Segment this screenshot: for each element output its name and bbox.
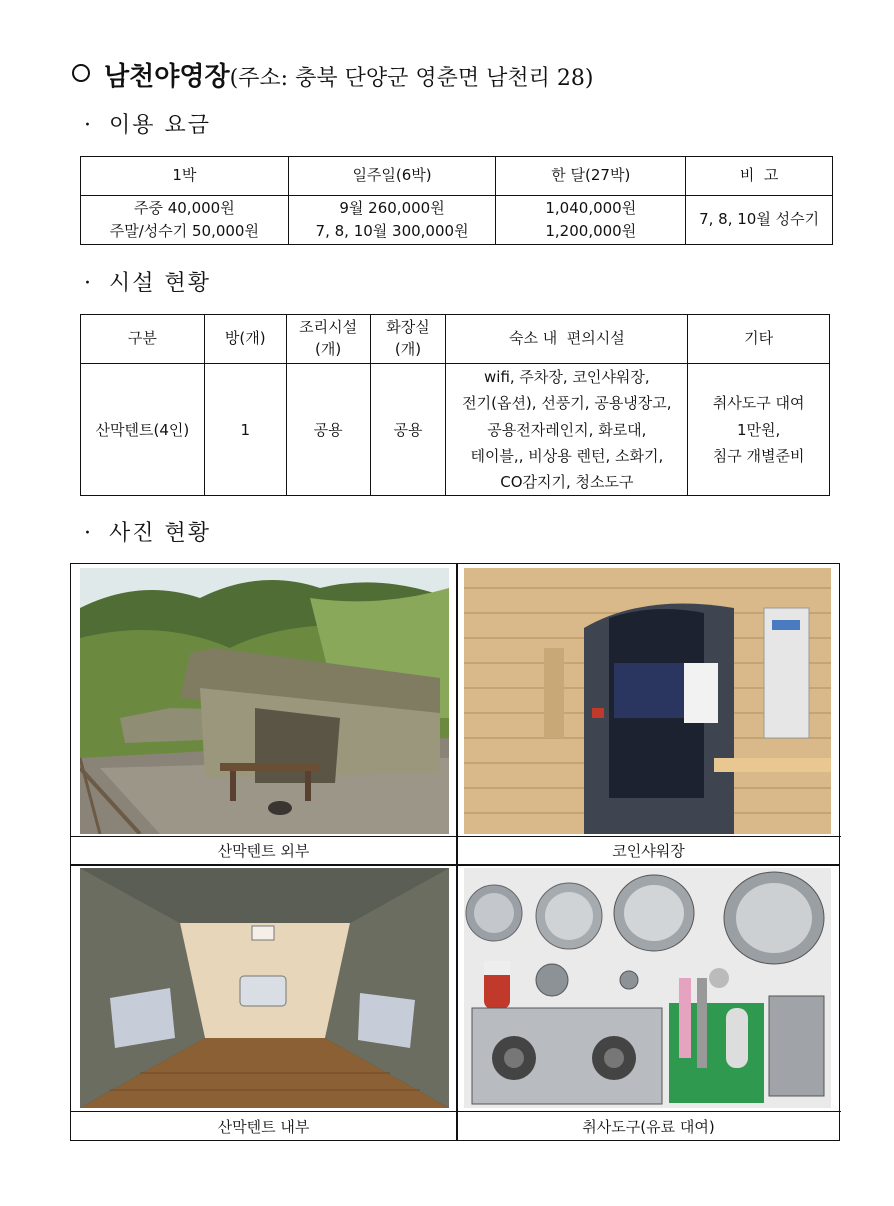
facility-header-cell: 조리시설(개) (286, 315, 370, 364)
facility-etc (688, 364, 830, 496)
section-fees-heading: · 이용 요금 (84, 113, 212, 138)
facility-header-cell: 방(개) (204, 315, 286, 364)
facility-row (81, 364, 830, 496)
fee-header-cell: 1박 (81, 157, 289, 196)
fee-row (81, 196, 833, 245)
campsite-address: (주소: 충북 단양군 영춘면 남천리 28) (229, 66, 594, 91)
section-facilities-heading: · 시설 현황 (84, 271, 212, 296)
campsite-name: 남천야영장 (104, 62, 230, 92)
fee-table (80, 156, 833, 245)
photo-caption: 산막텐트 외부 (71, 836, 456, 865)
amenity-line: 전기(옵션), 선풍기, 공용냉장고, (462, 394, 672, 413)
facility-rooms: 1 (204, 364, 286, 496)
amenity-line: 공용전자레인지, 화로대, (487, 420, 647, 439)
facility-header-cell: 구분 (81, 315, 205, 364)
circle-bullet-icon (72, 64, 90, 82)
facility-kitchen: 공용 (286, 364, 370, 496)
photo-caption: 취사도구(유료 대여) (456, 1111, 841, 1143)
fee-cell-month (496, 196, 686, 245)
tent-interior-photo (80, 868, 449, 1108)
fee-header-cell: 일주일(6박) (288, 157, 496, 196)
etc-line: 침구 개별준비 (712, 446, 805, 465)
facility-header-cell: 숙소 내 편의시설 (446, 315, 688, 364)
section-photos-heading: · 사진 현황 (84, 521, 212, 546)
amenity-line: wifi, 주차장, 코인샤워장, (484, 368, 650, 386)
photo-caption: 코인샤워장 (456, 836, 841, 865)
facility-table (80, 314, 830, 496)
photo-caption: 산막텐트 내부 (71, 1111, 456, 1143)
facility-amenities (446, 364, 688, 496)
fee-month-peak: 1,200,000원 (545, 222, 637, 240)
photo-grid (70, 563, 840, 1141)
facility-type: 산막텐트(4인) (81, 364, 205, 496)
fee-header-row (81, 157, 833, 196)
fee-header-cell: 비 고 (686, 157, 833, 196)
coin-shower-photo (464, 568, 831, 834)
etc-line: 취사도구 대여 (712, 394, 805, 413)
tent-exterior-photo (80, 568, 449, 834)
fee-header-cell: 한 달(27박) (496, 157, 686, 196)
facility-header-row (81, 315, 830, 364)
facility-toilet: 공용 (370, 364, 446, 496)
fee-cell-week (288, 196, 496, 245)
page-title (72, 56, 593, 93)
fee-week-peak: 7, 8, 10월 300,000원 (315, 222, 469, 240)
fee-cell-1night (81, 196, 289, 245)
amenity-line: CO감지기, 청소도구 (500, 473, 634, 491)
amenity-line: 테이블,, 비상용 렌턴, 소화기, (470, 446, 664, 465)
fee-month-normal: 1,040,000원 (545, 198, 637, 217)
fee-cell-note: 7, 8, 10월 성수기 (686, 196, 833, 245)
fee-week-sep: 9월 260,000원 (339, 198, 445, 217)
cookware-photo (464, 868, 831, 1108)
fee-weekend: 주말/성수기 50,000원 (109, 222, 259, 240)
facility-header-cell: 화장실(개) (370, 315, 446, 364)
etc-line: 1만원, (736, 420, 781, 439)
fee-weekday: 주중 40,000원 (133, 198, 235, 217)
facility-header-cell: 기타 (688, 315, 830, 364)
